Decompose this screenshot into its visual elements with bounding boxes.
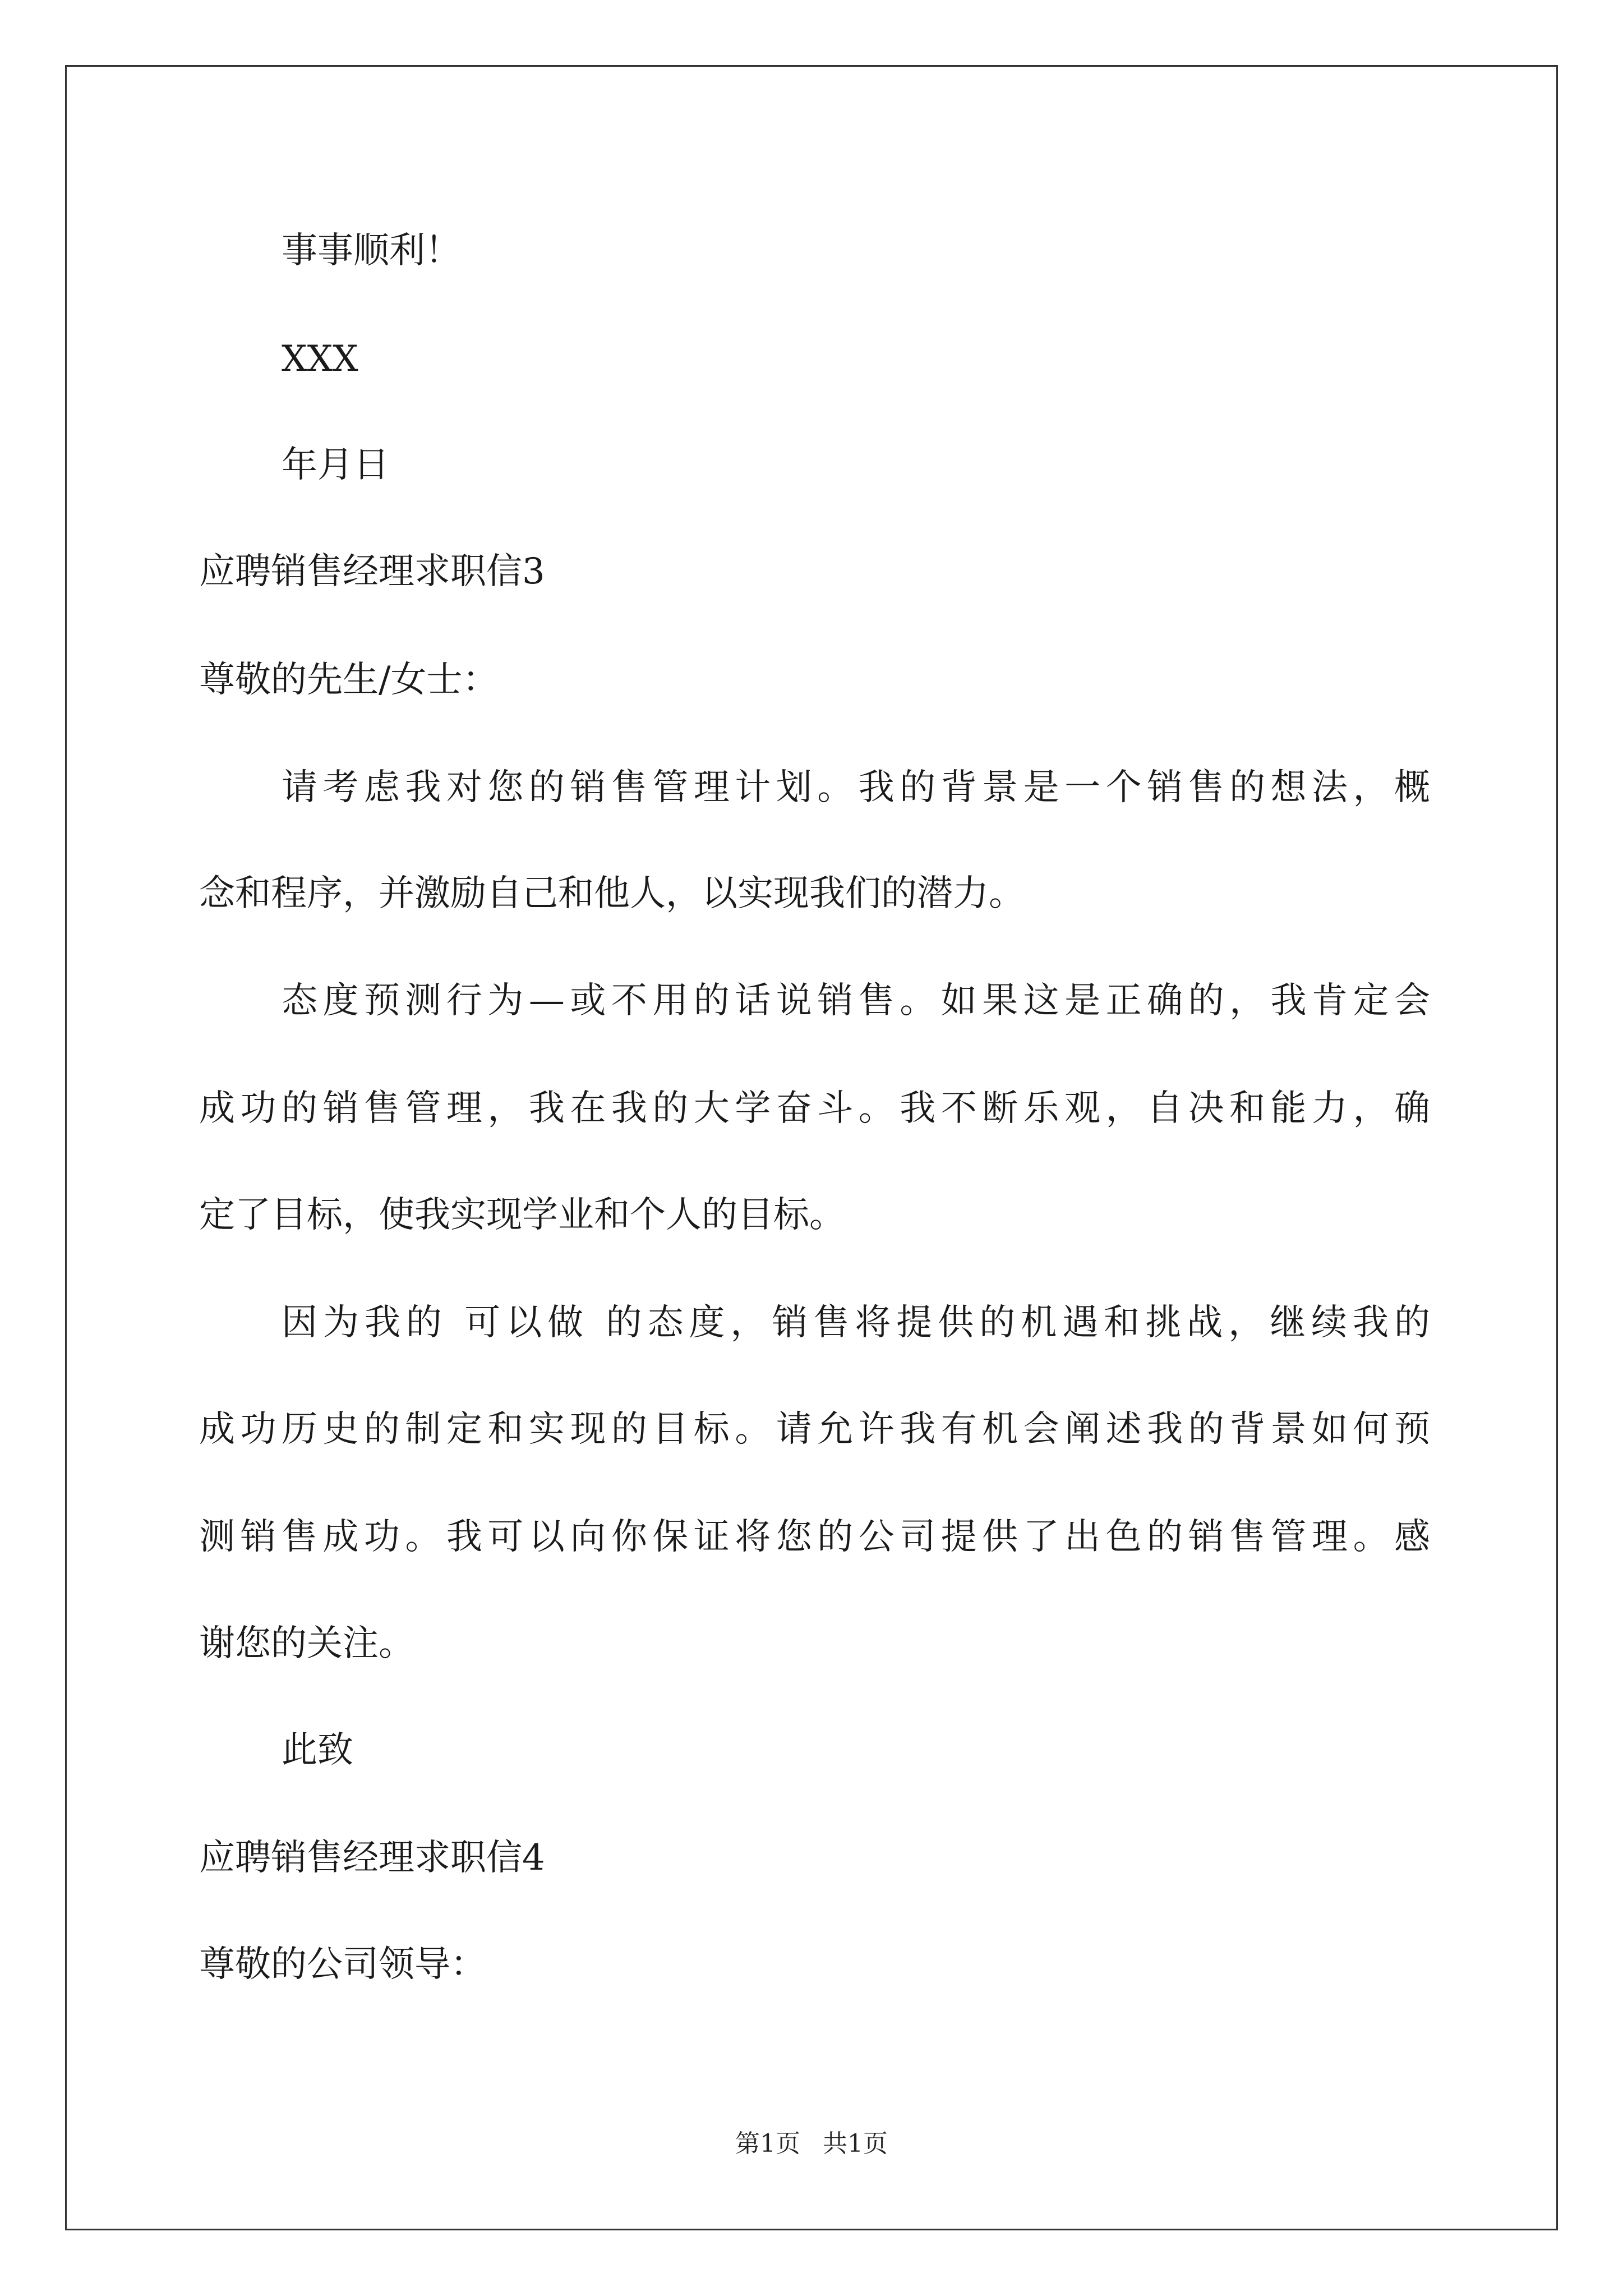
closing-wish: 事事顺利！ [282, 230, 461, 272]
signature-name: XXX [282, 338, 358, 380]
page-number: 第1页 [735, 2129, 800, 2158]
signature-date: 年月日 [282, 444, 389, 486]
section-heading-4: 应聘销售经理求职信4 [199, 1837, 545, 1879]
paragraph-2-line-2: 成功的销售管理，我在我的大学奋斗。我不断乐观，自决和能力，确 [199, 1088, 1430, 1129]
page-footer [0, 2129, 1623, 2158]
salutation-4: 尊敬的公司领导： [199, 1944, 486, 1985]
salutation-3: 尊敬的先生/女士： [199, 659, 499, 701]
page-total: 共1页 [823, 2129, 888, 2158]
paragraph-1-line-1: 请考虑我对您的销售管理计划。我的背景是一个销售的想法，概 [282, 767, 1430, 808]
paragraph-3-line-3: 测销售成功。我可以向你保证将您的公司提供了出色的销售管理。感 [199, 1516, 1430, 1558]
section-heading-3: 应聘销售经理求职信3 [199, 551, 545, 592]
paragraph-2-line-1: 态度预测行为—或不用的话说销售。如果这是正确的，我肯定会 [282, 980, 1430, 1022]
closing-regards: 此致 [282, 1729, 353, 1771]
paragraph-1-line-2: 念和程序，并激励自己和他人，以实现我们的潜力。 [199, 873, 1025, 914]
paragraph-3-line-2: 成功历史的制定和实现的目标。请允许我有机会阐述我的背景如何预 [199, 1409, 1430, 1450]
paragraph-3-line-4: 谢您的关注。 [199, 1623, 414, 1664]
paragraph-2-line-3: 定了目标，使我实现学业和个人的目标。 [199, 1194, 845, 1236]
page-border [65, 65, 1558, 2230]
paragraph-3-line-1: 因为我的 可以做 的态度，销售将提供的机遇和挑战，继续我的 [282, 1302, 1430, 1343]
